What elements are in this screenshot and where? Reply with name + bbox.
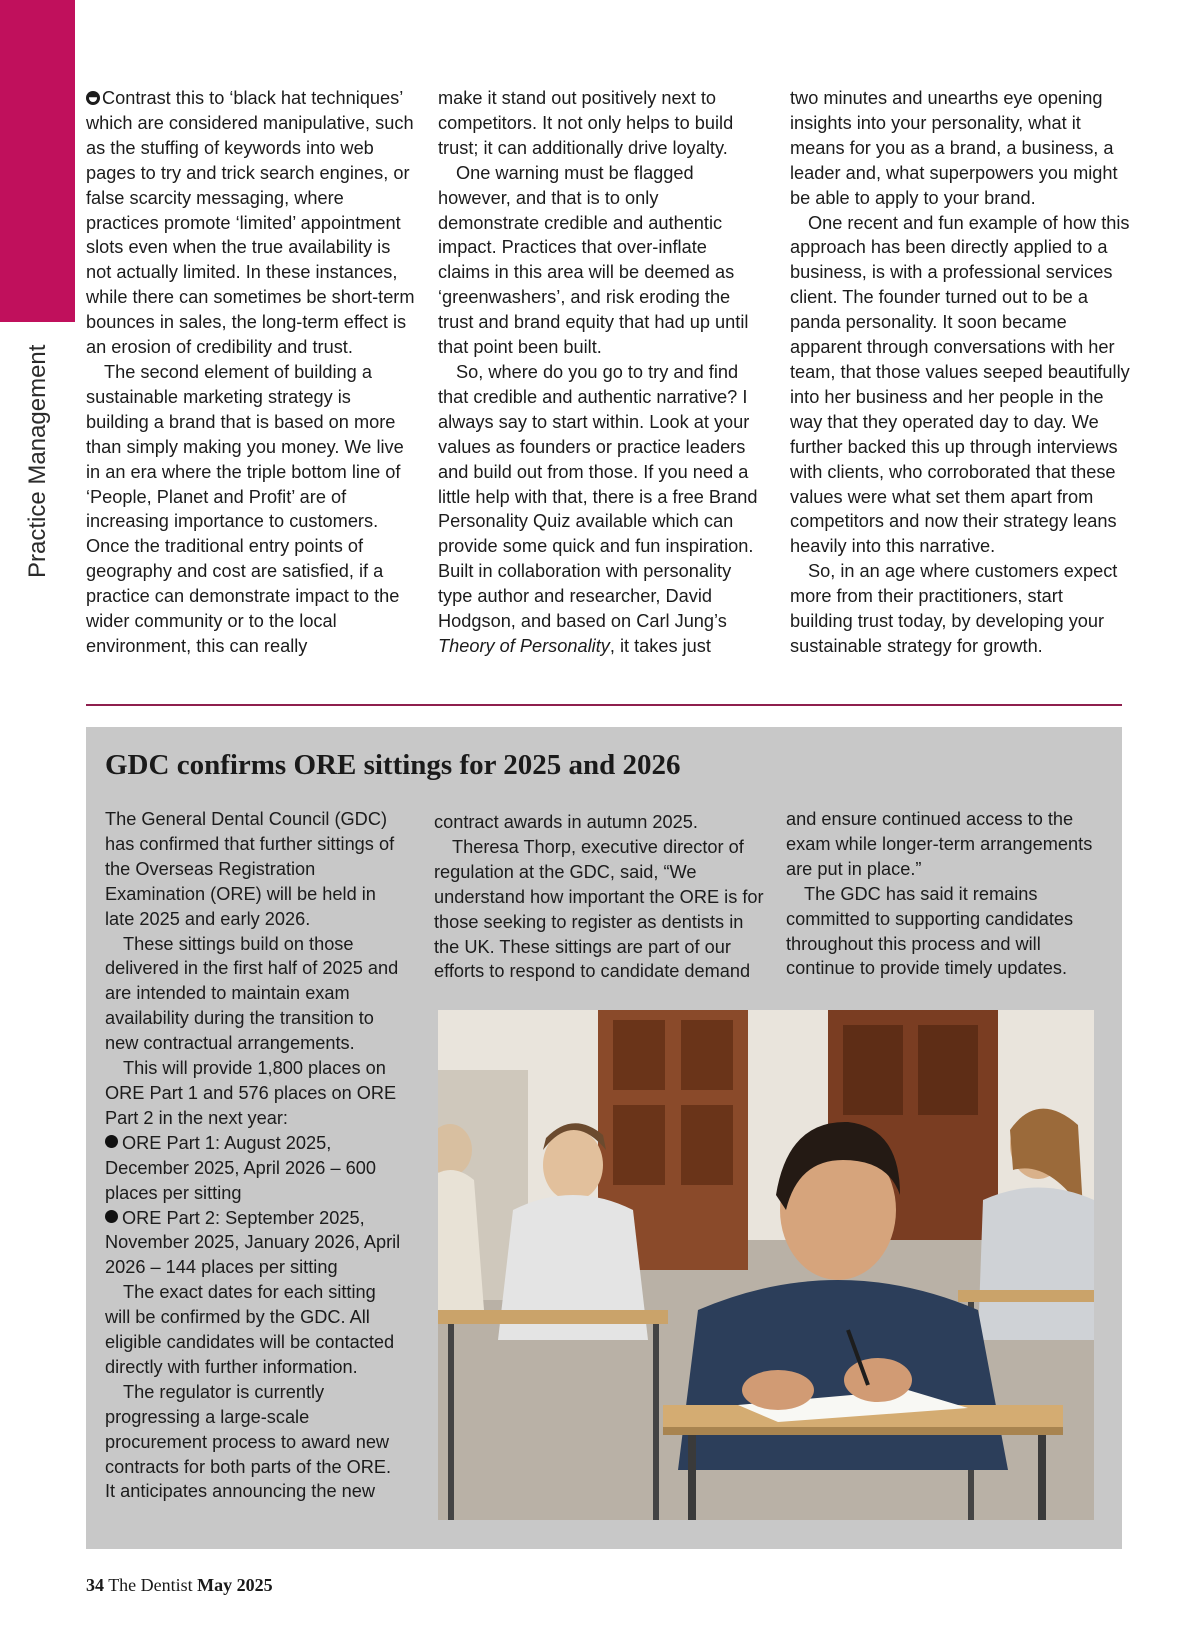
article-column-1 [86, 86, 416, 659]
section-accent-bar [0, 0, 75, 322]
article-paragraph: One warning must be flagged however, and that is to only demonstrate credible and authentic impact. Practices that over-inflate claims in this area will be deemed as ‘greenwashers’, and risk eroding the trust and brand equity that had up until that point been built. [438, 162, 749, 358]
page-number: 34 [86, 1575, 104, 1595]
exam-hall-photo [438, 1010, 1094, 1520]
article-paragraph: The second element of building a sustainable marketing strategy is building a brand that is based on more than simply making you money. We live in an era where the triple bottom line of ‘People, Planet and Profit’ are of increasing importance to customers. Once the traditional entry points of geography and cost are satisfied, if a practice can demonstrate impact to the wider community or to the local environment, this can really [86, 361, 404, 656]
news-paragraph: These sittings build on those delivered in the first half of 2025 and are intended to maintain exam availability during the transition to new contractual arrangements. [105, 933, 399, 1054]
section-label: Practice Management [24, 344, 51, 578]
news-column-1 [105, 807, 405, 1504]
page-footer [86, 1575, 273, 1596]
news-paragraph: The regulator is currently progressing a large-scale procurement process to award new contracts for both parts of the ORE. It anticipates announcing the new [105, 1381, 392, 1502]
article-paragraph: Contrast this to ‘black hat techniques’ which are considered manipulative, such as the stuffing of keywords into web pages to try and trick search engines, or false scarcity messaging, where practices promote ‘limited’ appointment slots even when the true availability is not actually limited. In these instances, while there can sometimes be short-term bounces in sales, the long-term effect is an erosion of credibility and trust. [86, 88, 415, 358]
article-column-3 [790, 86, 1130, 659]
issue-date: May 2025 [197, 1575, 273, 1595]
news-box-title: GDC confirms ORE sittings for 2025 and 2026 [105, 749, 681, 781]
continuation-arrow-icon [86, 91, 100, 105]
article-paragraph: So, in an age where customers expect more from their practitioners, start building trust today, by developing your sustainable strategy for growth. [790, 561, 1118, 656]
news-paragraph: This will provide 1,800 places on ORE Part 1 and 576 places on ORE Part 2 in the next year: [105, 1058, 397, 1128]
article-paragraph: One recent and fun example of how this approach has been directly applied to a business, is with a professional services client. The founder turned out to be a panda personality. It soon became apparent through conversations with her team, that those values seeped beautifully into her business and her people in the way that they operated day to day. We further backed this up through interviews with clients, who corroborated that these values were what set them apart from competitors and now their strategy leans heavily into this narrative. [790, 212, 1130, 557]
news-paragraph: and ensure continued access to the exam while longer-term arrangements are put in place.” [786, 809, 1093, 879]
news-paragraph: Theresa Thorp, executive director of regulation at the GDC, said, “We understand how important the ORE is for those seeking to register as dentists in the UK. These sittings are part of our efforts to respond to candidate demand [434, 836, 764, 982]
publication-name: The Dentist [108, 1575, 193, 1595]
article-paragraph: two minutes and unearths eye opening insights into your personality, what it means for you as a brand, a business, a leader and, what superpowers you might be able to apply to your brand. [790, 88, 1118, 208]
article-column-2 [438, 86, 758, 659]
news-paragraph: contract awards in autumn 2025. [434, 812, 698, 832]
section-divider [86, 704, 1122, 706]
news-paragraph: The GDC has said it remains committed to supporting candidates throughout this process and will continue to provide timely updates. [786, 883, 1074, 979]
exam-hall-illustration [438, 1010, 1094, 1520]
bullet-icon [105, 1210, 118, 1223]
bullet-item: ORE Part 2: September 2025, November 2025, January 2026, April 2026 – 144 places per sitting [105, 1207, 401, 1278]
news-paragraph: The exact dates for each sitting will be confirmed by the GDC. All eligible candidates will be contacted directly with further information. [105, 1282, 395, 1377]
article-paragraph: make it stand out positively next to competitors. It not only helps to build trust; it can additionally drive loyalty. [438, 88, 734, 158]
bullet-item: ORE Part 1: August 2025, December 2025, April 2026 – 600 places per sitting [105, 1132, 376, 1203]
news-column-2 [434, 810, 764, 984]
article-paragraph: So, where do you go to try and find that credible and authentic narrative? I always say to start within. Look at your values as founders or practice leaders and build out from those. If you need a little help with that, there is a free Brand Personality Quiz available which can provide some quick and fun inspiration. Built in collaboration with personality type author and researcher, David Hodgson, and based on Carl Jung’s Theory of Personality, it takes just [438, 361, 758, 656]
news-paragraph: The General Dental Council (GDC) has confirmed that further sittings of the Overseas Registration Examination (ORE) will be held in late 2025 and early 2026. [105, 809, 395, 929]
bullet-icon [105, 1135, 118, 1148]
book-title: Theory of Personality [438, 635, 610, 656]
news-column-3 [786, 807, 1106, 981]
